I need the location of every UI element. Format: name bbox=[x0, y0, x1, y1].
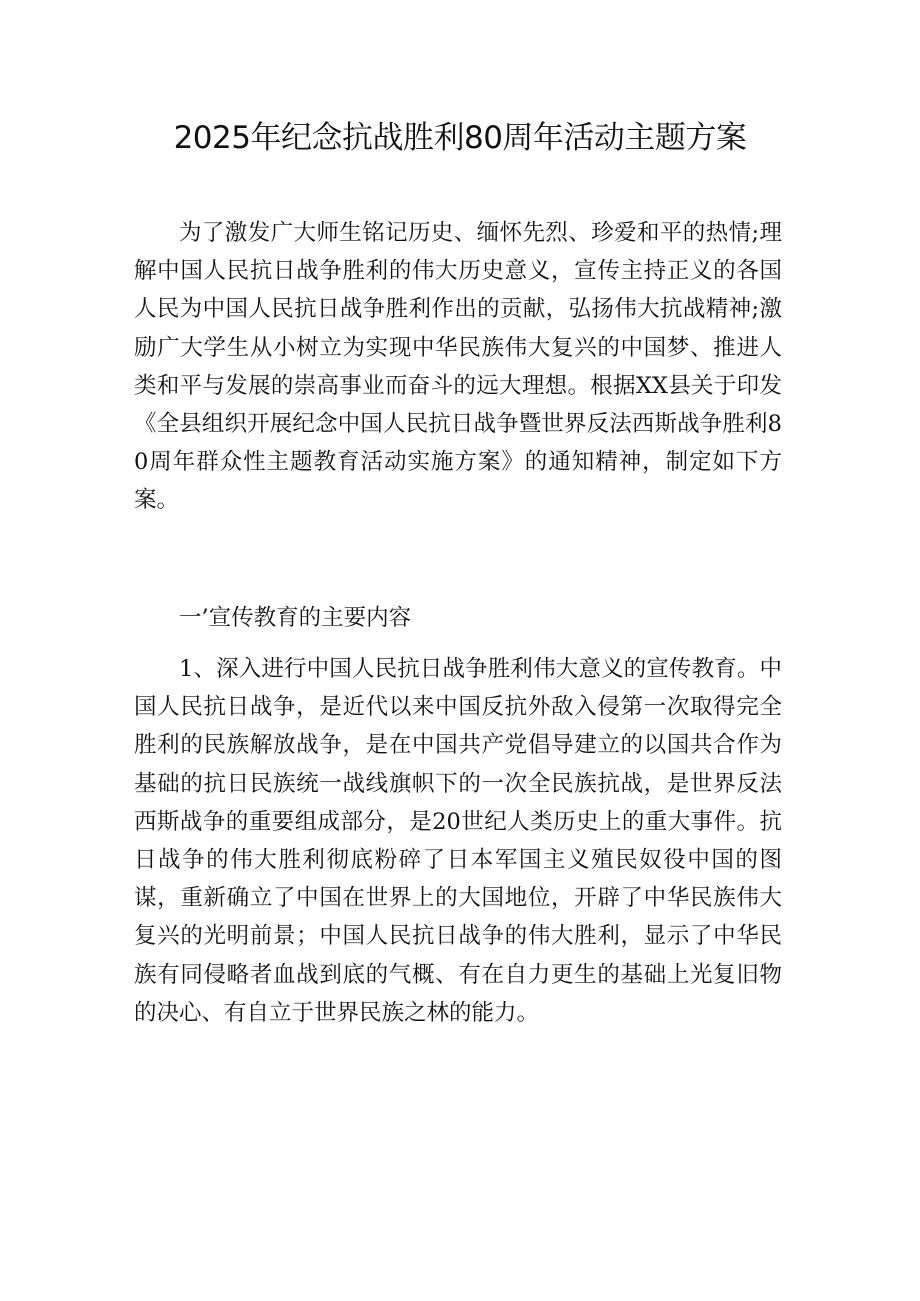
section-1-paragraph: 1、深入进行中国人民抗日战争胜利伟大意义的宣传教育。中国人民抗日战争，是近代以来中国反抗外敌入侵第一次取得完全胜利的民族解放战争，是在中国共产党倡导建立的以国共合作为基础的抗日民族统一战线旗帜下的一次全民族抗战，是世界反法西斯战争的重要组成部分，是20世纪人类历史上的重大事件。抗日战争的伟大胜利彻底粉碎了日本军国主义殖民奴役中国的图谋，重新确立了中国在世界上的大国地位，开辟了中华民族伟大复兴的光明前景；中国人民抗日战争的伟大胜利，显示了中华民族有同侵略者血战到底的气概、有在自力更生的基础上光复旧物的决心、有自立于世界民族之林的能力。 bbox=[134, 656, 782, 1026]
intro-paragraph: 为了激发广大师生铭记历史、缅怀先烈、珍爱和平的热情;理解中国人民抗日战争胜利的伟大历史意义，宣传主持正义的各国人民为中国人民抗日战争胜利作出的贡献，弘扬伟大抗战精神;激励广大学生从小树立为实现中华民族伟大复兴的中国梦、推进人类和平与发展的崇高事业而奋斗的远大理想。根据XX县关于印发《全县组织开展纪念中国人民抗日战争暨世界反法西斯战争胜利80周年群众性主题教育活动实施方案》的通知精神，制定如下方案。 bbox=[134, 220, 782, 514]
section-heading: 一’宣传教育的主要内容 bbox=[179, 605, 412, 631]
document-title: 2025年纪念抗战胜利80周年活动主题方案 bbox=[173, 120, 747, 156]
